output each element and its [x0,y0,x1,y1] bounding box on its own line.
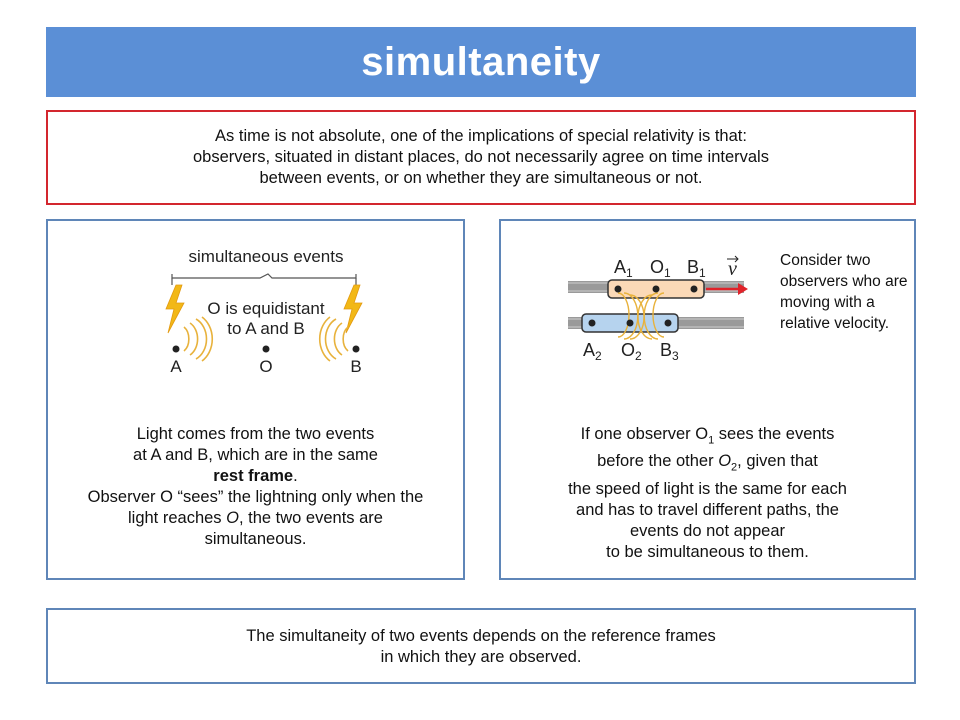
lightning-icon [166,285,184,333]
figure-heading: simultaneous events [188,247,344,266]
moving-trains-figure [566,253,756,369]
figure-caption: to A and B [227,319,305,338]
text-line: at A and B, which are in the same [133,446,378,464]
intro-box [46,110,916,205]
observer-symbol: O [226,509,239,527]
point-o2 [627,320,634,327]
text-fragment: light reaches [128,509,227,527]
text-fragment: , the two events are [238,509,383,527]
label-b3: $B_3$ [660,340,679,363]
text-line [501,424,914,451]
bracket-branch [172,278,356,285]
lightning-icon [344,285,362,333]
text-line: Observer O “sees” the lightning only when the [87,488,424,506]
label-v: v [728,258,737,280]
text-fragment: sees the events [714,425,835,443]
point-o [263,346,270,353]
label-a: A [170,357,182,376]
text-fragment: before the other [597,452,719,471]
right-panel-text [501,424,914,563]
conclusion-line: in which they are observed. [380,648,582,666]
label-b1: $B_1$ [687,257,706,280]
point-b1 [691,286,698,293]
left-panel-text [48,424,463,550]
label-a2: $A_2$ [583,340,602,363]
point-a [173,346,180,353]
label-b: B [350,357,362,376]
moving-observers-panel [499,219,916,580]
text-line [501,451,914,478]
text-fragment: , given that [737,452,818,471]
simultaneous-events-panel [46,219,465,580]
side-note: Consider two observers who are moving with a relative velocity. [780,252,908,332]
conclusion-box [46,608,916,684]
wave-b [320,317,348,361]
wave-a [184,317,212,361]
intro-line: observers, situated in distant places, do not necessarily agree on time intervals [193,148,769,166]
subscript: 1 [708,434,715,447]
text-line [48,508,463,529]
point-b [353,346,360,353]
intro-line: As time is not absolute, one of the implications of special relativity is that: [215,127,747,145]
label-o1: $O_1$ [650,257,671,280]
figure-caption: O is equidistant [207,299,325,318]
event-bracket [172,274,356,278]
text-fragment: If one observer O [580,425,709,443]
point-a1 [615,286,622,293]
conclusion-line: The simultaneity of two events depends on the reference frames [246,627,716,645]
point-a2 [589,320,596,327]
text-line: and has to travel different paths, the [576,500,839,519]
page-title: simultaneity [361,39,601,84]
text-line: the speed of light is the same for each [568,479,847,498]
label-a1: $A_1$ [614,257,633,280]
text-line: to be simultaneous to them. [606,542,809,561]
text-line: Light comes from the two events [136,425,375,443]
text-fragment: . [293,467,298,485]
text-line: events do not appear [629,521,786,540]
point-b3 [665,320,672,327]
title-bar [46,27,916,97]
label-o2: $O_2$ [621,340,642,363]
observer-symbol: O [718,452,732,471]
simultaneous-events-figure [148,241,378,381]
rest-frame-term: rest frame [213,467,294,485]
text-line [48,466,463,487]
label-o: O [259,357,273,376]
point-o1 [653,286,660,293]
text-line: simultaneous. [204,530,307,548]
intro-line: between events, or on whether they are simultaneous or not. [259,169,703,187]
subscript: 2 [731,461,738,474]
